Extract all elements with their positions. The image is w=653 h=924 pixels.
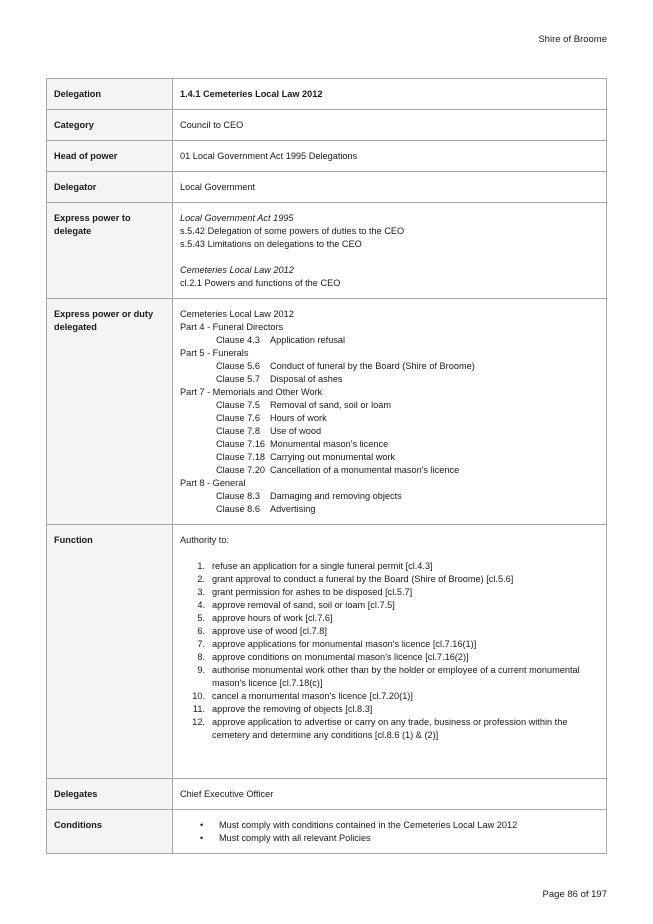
parts-list (180, 321, 599, 516)
function-item-text: approve use of wood [cl.7.8] (212, 626, 327, 636)
function-item-number: 6. (197, 626, 205, 636)
function-item (180, 586, 599, 599)
delegation-label: Delegation (47, 79, 173, 110)
function-item (180, 664, 599, 690)
condition-text: Must comply with conditions contained in the Cemeteries Local Law 2012 (219, 820, 518, 830)
function-list (180, 560, 599, 742)
delegator-label: Delegator (47, 172, 173, 203)
category-value: Council to CEO (173, 110, 607, 141)
page-header-org: Shire of Broome (538, 34, 607, 45)
row-function (47, 525, 607, 779)
clause-item (180, 399, 599, 412)
function-item-text: authorise monumental work other than by the holder or employee of a current monumental mason's licence [cl.7.18(c)] (212, 665, 580, 688)
function-item-number: 7. (197, 639, 205, 649)
conditions-value (173, 810, 607, 854)
clause-text: Disposal of ashes (270, 374, 343, 384)
function-item-number: 8. (197, 652, 205, 662)
function-item-text: approve removal of sand, soil or loam [cl.7.5] (212, 600, 395, 610)
condition-item (180, 819, 599, 832)
part-heading: Part 8 - General (180, 478, 246, 488)
clause-text: Conduct of funeral by the Board (Shire of Broome) (270, 361, 475, 371)
delegation-value: 1.4.1 Cemeteries Local Law 2012 (173, 79, 607, 110)
function-item-text: grant permission for ashes to be disposed [cl.5.7] (212, 587, 413, 597)
clause-item (180, 360, 599, 373)
function-item-text: approve hours of work [cl.7.6] (212, 613, 333, 623)
delegates-label: Delegates (47, 779, 173, 810)
function-item-number: 10. (192, 691, 205, 701)
bullet-icon: • (200, 820, 204, 830)
function-item (180, 612, 599, 625)
row-delegates (47, 779, 607, 810)
function-item-number: 12. (192, 717, 205, 727)
delegator-value: Local Government (173, 172, 607, 203)
conditions-label: Conditions (47, 810, 173, 854)
clause-item (180, 503, 599, 516)
clause-number: Clause 7.18 (216, 452, 266, 462)
express-power-value (173, 203, 607, 299)
clause-text: Damaging and removing objects (270, 491, 402, 501)
function-item (180, 690, 599, 703)
function-intro: Authority to: (180, 535, 230, 545)
clause-number: Clause 5.7 (216, 374, 260, 384)
function-item (180, 638, 599, 651)
row-category (47, 110, 607, 141)
express-power-line: s.5.42 Delegation of some powers of duties to the CEO (180, 226, 405, 236)
head-of-power-label: Head of power (47, 141, 173, 172)
row-express-power (47, 203, 607, 299)
function-item-text: cancel a monumental mason's licence [cl.7.20(1)] (212, 691, 413, 701)
clause-number: Clause 7.5 (216, 400, 260, 410)
clause-item (180, 438, 599, 451)
clause-number: Clause 7.8 (216, 426, 260, 436)
condition-item (180, 832, 599, 845)
clause-text: Hours of work (270, 413, 327, 423)
clause-text: Monumental mason's licence (270, 439, 389, 449)
function-item-number: 1. (197, 561, 205, 571)
express-power-line: s.5.43 Limitations on delegations to the CEO (180, 239, 362, 249)
act-title: Local Government Act 1995 (180, 213, 294, 223)
function-item (180, 651, 599, 664)
category-label: Category (47, 110, 173, 141)
function-item (180, 573, 599, 586)
clause-number: Clause 8.6 (216, 504, 260, 514)
clause-number: Clause 7.20 (216, 465, 266, 475)
clause-text: Application refusal (270, 335, 346, 345)
condition-text: Must comply with all relevant Policies (219, 833, 371, 843)
part-heading: Part 4 - Funeral Directors (180, 322, 284, 332)
row-delegator (47, 172, 607, 203)
clause-text: Carrying out monumental work (270, 452, 396, 462)
bullet-icon: • (200, 833, 204, 843)
clause-text: Use of wood (270, 426, 322, 436)
express-duty-label: Express power or duty delegated (47, 299, 173, 525)
function-item-text: approve application to advertise or carry on any trade, business or profession within the cemetery and determine any conditions [cl.8.6 (1) & (2)] (212, 717, 568, 740)
clause-item (180, 334, 599, 347)
function-item-number: 3. (197, 587, 205, 597)
clause-number: Clause 5.6 (216, 361, 260, 371)
clause-text: Advertising (270, 504, 316, 514)
part-heading: Part 5 - Funerals (180, 348, 249, 358)
row-express-duty (47, 299, 607, 525)
row-head-of-power (47, 141, 607, 172)
function-item (180, 625, 599, 638)
clause-item (180, 425, 599, 438)
function-item (180, 599, 599, 612)
function-item-number: 9. (197, 665, 205, 675)
clause-number: Clause 7.6 (216, 413, 260, 423)
clause-item (180, 451, 599, 464)
express-power-line: cl.2.1 Powers and functions of the CEO (180, 278, 341, 288)
express-power-label: Express power to delegate (47, 203, 173, 299)
function-item (180, 703, 599, 716)
clause-item (180, 373, 599, 386)
page-number: Page 86 of 197 (542, 889, 607, 900)
function-item-text: grant approval to conduct a funeral by the Board (Shire of Broome) [cl.5.6] (212, 574, 514, 584)
function-item-text: approve applications for monumental mason's licence [cl.7.16(1)] (212, 639, 477, 649)
function-item-text: approve conditions on monumental mason's licence [cl.7.16(2)] (212, 652, 469, 662)
clause-number: Clause 8.3 (216, 491, 260, 501)
function-item-text: approve the removing of objects [cl.8.3] (212, 704, 373, 714)
function-label: Function (47, 525, 173, 779)
function-item-number: 2. (197, 574, 205, 584)
row-conditions (47, 810, 607, 854)
delegation-table (46, 78, 607, 854)
clause-text: Cancellation of a monumental mason's licence (270, 465, 460, 475)
function-item-text: refuse an application for a single funeral permit [cl.4.3] (212, 561, 433, 571)
delegates-value: Chief Executive Officer (173, 779, 607, 810)
function-item (180, 560, 599, 573)
clause-item (180, 464, 599, 477)
express-duty-value (173, 299, 607, 525)
clause-number: Clause 7.16 (216, 439, 266, 449)
function-item-number: 5. (197, 613, 205, 623)
conditions-list (180, 819, 599, 845)
clause-text: Removal of sand, soil or loam (270, 400, 392, 410)
clause-item (180, 490, 599, 503)
part-heading: Part 7 - Memorials and Other Work (180, 387, 323, 397)
function-item (180, 716, 599, 742)
express-duty-title: Cemeteries Local Law 2012 (180, 309, 294, 319)
function-value (173, 525, 607, 779)
clause-item (180, 412, 599, 425)
head-of-power-value: 01 Local Government Act 1995 Delegations (173, 141, 607, 172)
function-item-number: 4. (197, 600, 205, 610)
row-delegation (47, 79, 607, 110)
function-item-number: 11. (192, 704, 205, 714)
law-title: Cemeteries Local Law 2012 (180, 265, 294, 275)
clause-number: Clause 4.3 (216, 335, 260, 345)
